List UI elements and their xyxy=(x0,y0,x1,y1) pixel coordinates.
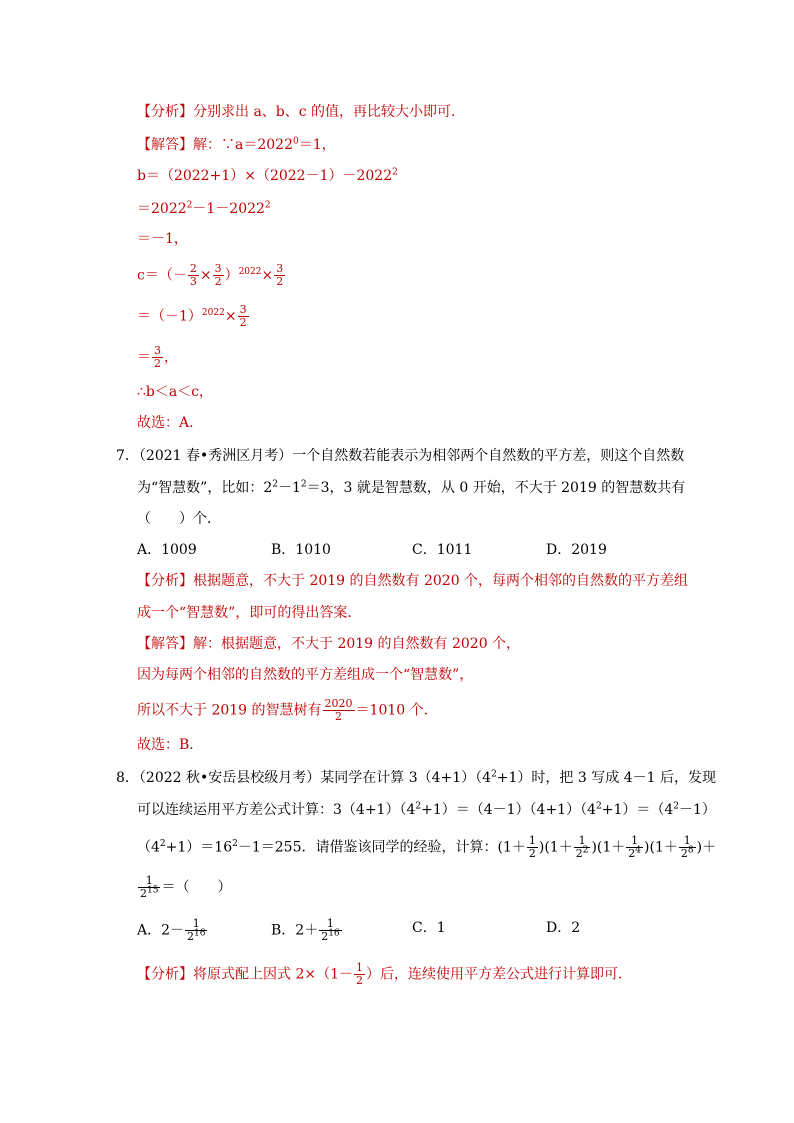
expr-part: (1＋ xyxy=(497,839,526,856)
therefore-line xyxy=(137,382,213,402)
exponent: 2 xyxy=(673,801,680,812)
exponent: 2022 xyxy=(238,266,262,277)
denominator: 2 xyxy=(335,710,343,723)
numerator: 1 xyxy=(138,875,160,888)
fraction xyxy=(319,918,341,943)
answer-text: ＝1010 个． xyxy=(355,702,438,719)
option-d: D．2019 xyxy=(546,542,607,558)
option-text: A．2－ xyxy=(137,922,185,939)
denominator: 3 xyxy=(189,275,197,288)
plus-sign: ＋ xyxy=(702,839,717,856)
exponent: 2 xyxy=(300,479,307,490)
answer-tag: 【解答】 xyxy=(137,636,193,652)
option-a: A．1009 xyxy=(137,542,197,558)
denominator-base: 2 xyxy=(140,887,147,900)
answer-intro-end: ＝1， xyxy=(298,137,336,153)
choice-result: 故选：A． xyxy=(137,415,204,431)
option-c: C．1 xyxy=(412,920,446,936)
option-d: D．2 xyxy=(546,920,581,936)
q8-stem-1 xyxy=(116,768,716,788)
exponent: 2 xyxy=(582,845,589,856)
b-expression: b＝（2022+1）×（2022－1）－2022 xyxy=(137,168,393,184)
question-text: 8．（2022 秋•安岳县校级月考）某同学在计算 3（4+1）（4 xyxy=(116,770,492,786)
question-text: ＝3，3 就是智慧数，从 0 开始，不大于 2019 的智慧数共有 xyxy=(306,480,686,496)
numerator: 1 xyxy=(356,961,363,974)
answer-text: 因为每两个相邻的自然数的平方差组成一个“智慧数”， xyxy=(137,667,474,683)
expr-part: ） xyxy=(224,267,239,284)
q7-analysis-2 xyxy=(137,603,361,623)
fraction xyxy=(323,698,355,723)
step-neg-one-power xyxy=(137,304,250,329)
denominator-base: 2 xyxy=(321,930,329,943)
denominator: 2 xyxy=(154,357,161,370)
b-line xyxy=(137,166,398,186)
exponent: 2 xyxy=(264,200,271,211)
question-text: －1 xyxy=(277,480,301,496)
c-line xyxy=(137,263,286,288)
fraction xyxy=(574,835,591,860)
analysis-text: 成一个“智慧数”，即可的得出答案． xyxy=(137,605,362,621)
question-text: 可以连续运用平方差公式计算：3（4+1）（4 xyxy=(137,802,416,818)
fraction xyxy=(527,835,538,860)
q8-stem-2 xyxy=(137,800,716,820)
option-b xyxy=(271,918,343,943)
denominator-base: 2 xyxy=(575,847,583,860)
question-text: ＝（ ） xyxy=(161,879,232,896)
q7-answer-2 xyxy=(137,665,473,685)
q7-answer-1 xyxy=(137,634,520,654)
option-b: B．1010 xyxy=(271,542,331,558)
exponent: 2022 xyxy=(201,307,225,318)
expr-part: ＝－1， xyxy=(137,231,188,247)
denominator-base: 2 xyxy=(628,847,636,860)
fraction xyxy=(185,918,207,943)
exponent: 16 xyxy=(194,928,206,939)
question-text: －1＝255．请借鉴该同学的经验，计算： xyxy=(237,839,498,856)
fraction xyxy=(138,875,160,900)
expr-part: ＝（－1） xyxy=(137,308,202,325)
option-text: B．2＋ xyxy=(271,922,319,939)
numerator: 2 xyxy=(189,262,197,275)
numerator: 3 xyxy=(154,344,161,357)
fraction xyxy=(152,345,163,370)
denominator: 2 xyxy=(356,974,363,987)
question-text: 为“智慧数”，比如：2 xyxy=(137,480,273,496)
analysis-tag: 【分析】 xyxy=(137,104,193,120)
step-three-halves xyxy=(137,345,178,370)
expr-part: ＝2022 xyxy=(137,201,187,217)
numerator: 3 xyxy=(239,303,247,316)
exponent: 2 xyxy=(232,838,238,849)
q7-analysis-1 xyxy=(137,571,688,591)
q7-choose xyxy=(137,735,203,755)
times-sign: × xyxy=(261,267,274,284)
times-sign: × xyxy=(199,267,212,284)
question-text: +1）时，把 3 写成 4－1 后，发现 xyxy=(496,770,716,786)
q7-stem-3 xyxy=(137,509,221,529)
expr-part: ， xyxy=(164,349,178,366)
option-c: C．1011 xyxy=(412,542,473,558)
prev-choose xyxy=(137,413,203,433)
denominator: 2 xyxy=(528,847,536,860)
answer-text: 解：根据题意，不大于 2019 的自然数有 2020 个， xyxy=(193,636,521,652)
expr-part: ) xyxy=(644,839,650,856)
fraction xyxy=(238,304,249,329)
question-text: （ ）个． xyxy=(137,511,221,527)
exponent: 2 xyxy=(159,838,166,849)
question-text: （4 xyxy=(137,839,160,856)
denominator-base: 2 xyxy=(680,847,688,860)
expr-part: ) xyxy=(591,839,597,856)
fraction xyxy=(188,263,199,288)
numerator: 1 xyxy=(574,835,591,848)
question-text: －1） xyxy=(679,802,716,818)
choice-result: 故选：B． xyxy=(137,737,204,753)
q7-answer-3 xyxy=(137,698,438,723)
exponent: 4 xyxy=(635,845,642,856)
numerator: 1 xyxy=(528,834,536,847)
prev-analysis-line xyxy=(137,102,465,122)
exponent: 15 xyxy=(147,885,159,896)
denominator: 2 xyxy=(276,275,284,288)
denominator xyxy=(185,928,207,943)
numerator: 1 xyxy=(185,918,207,931)
exponent: 2 xyxy=(596,801,602,812)
expr-part: (1＋ xyxy=(649,839,678,856)
q7-stem-2 xyxy=(137,478,685,498)
answer-text: 所以不大于 2019 的智慧树有 xyxy=(137,702,322,719)
expr-part: c＝（－ xyxy=(137,267,187,284)
exponent: 2 xyxy=(272,479,278,490)
times-sign: × xyxy=(224,308,237,325)
answer-intro: 解：∵a＝2022 xyxy=(193,137,293,153)
question-text: +1）＝（4－1）（4+1）（4 xyxy=(421,802,596,818)
option-a xyxy=(137,918,208,943)
expr-part: ) xyxy=(538,839,545,856)
fraction xyxy=(626,835,643,860)
expr-part: ＝ xyxy=(137,349,151,366)
q7-stem-1 xyxy=(116,446,684,466)
expr-part: (1＋ xyxy=(544,839,573,856)
denominator xyxy=(319,928,341,943)
step-2022-squared xyxy=(137,199,271,219)
analysis-tag: 【分析】 xyxy=(137,966,193,983)
exponent: 2 xyxy=(491,769,497,780)
exponent: 2 xyxy=(186,200,193,211)
question-text: 7．（2021 春•秀洲区月考）一个自然数若能表示为相邻两个自然数的平方差，则这个自然数 xyxy=(116,448,685,464)
analysis-tag: 【分析】 xyxy=(137,573,193,589)
denominator-base: 2 xyxy=(187,930,195,943)
question-text: +1）＝16 xyxy=(165,839,233,856)
analysis-text: 将原式配上因式 2×（1－ xyxy=(193,966,353,983)
exponent: 8 xyxy=(687,845,694,856)
numerator: 1 xyxy=(319,918,341,931)
denominator xyxy=(679,845,696,860)
numerator: 1 xyxy=(626,835,643,848)
exponent: 0 xyxy=(292,136,299,147)
fraction xyxy=(213,263,224,288)
fraction xyxy=(679,835,696,860)
fraction xyxy=(274,263,285,288)
denominator: 2 xyxy=(239,316,247,329)
q8-stem-3 xyxy=(137,835,716,860)
numerator: 2020 xyxy=(324,697,353,710)
denominator xyxy=(626,845,643,860)
exponent: 16 xyxy=(328,928,340,939)
analysis-text: 根据题意，不大于 2019 的自然数有 2020 个，每两个相邻的自然数的平方差组 xyxy=(193,573,689,589)
q8-analysis xyxy=(137,962,632,987)
fraction xyxy=(354,962,365,987)
step-minus-one xyxy=(137,229,188,249)
denominator xyxy=(138,885,160,900)
denominator xyxy=(574,845,591,860)
expr-part: ) xyxy=(696,839,703,856)
q8-stem-4 xyxy=(137,875,231,900)
analysis-text: 分别求出 a、b、c 的值，再比较大小即可． xyxy=(193,104,466,120)
numerator: 3 xyxy=(276,262,284,275)
expr-part: (1＋ xyxy=(596,839,626,856)
conclusion: ∴b＜a＜c， xyxy=(137,384,214,400)
numerator: 1 xyxy=(679,835,696,848)
expr-part: －1－2022 xyxy=(192,201,265,217)
denominator: 2 xyxy=(214,275,222,288)
analysis-text: ）后，连续使用平方差公式进行计算即可． xyxy=(366,966,632,983)
prev-answer-line xyxy=(137,135,336,155)
numerator: 3 xyxy=(214,262,222,275)
exponent: 2 xyxy=(392,167,398,178)
answer-tag: 【解答】 xyxy=(137,137,193,153)
question-text: +1）＝（4 xyxy=(601,802,674,818)
exponent: 2 xyxy=(415,801,422,812)
